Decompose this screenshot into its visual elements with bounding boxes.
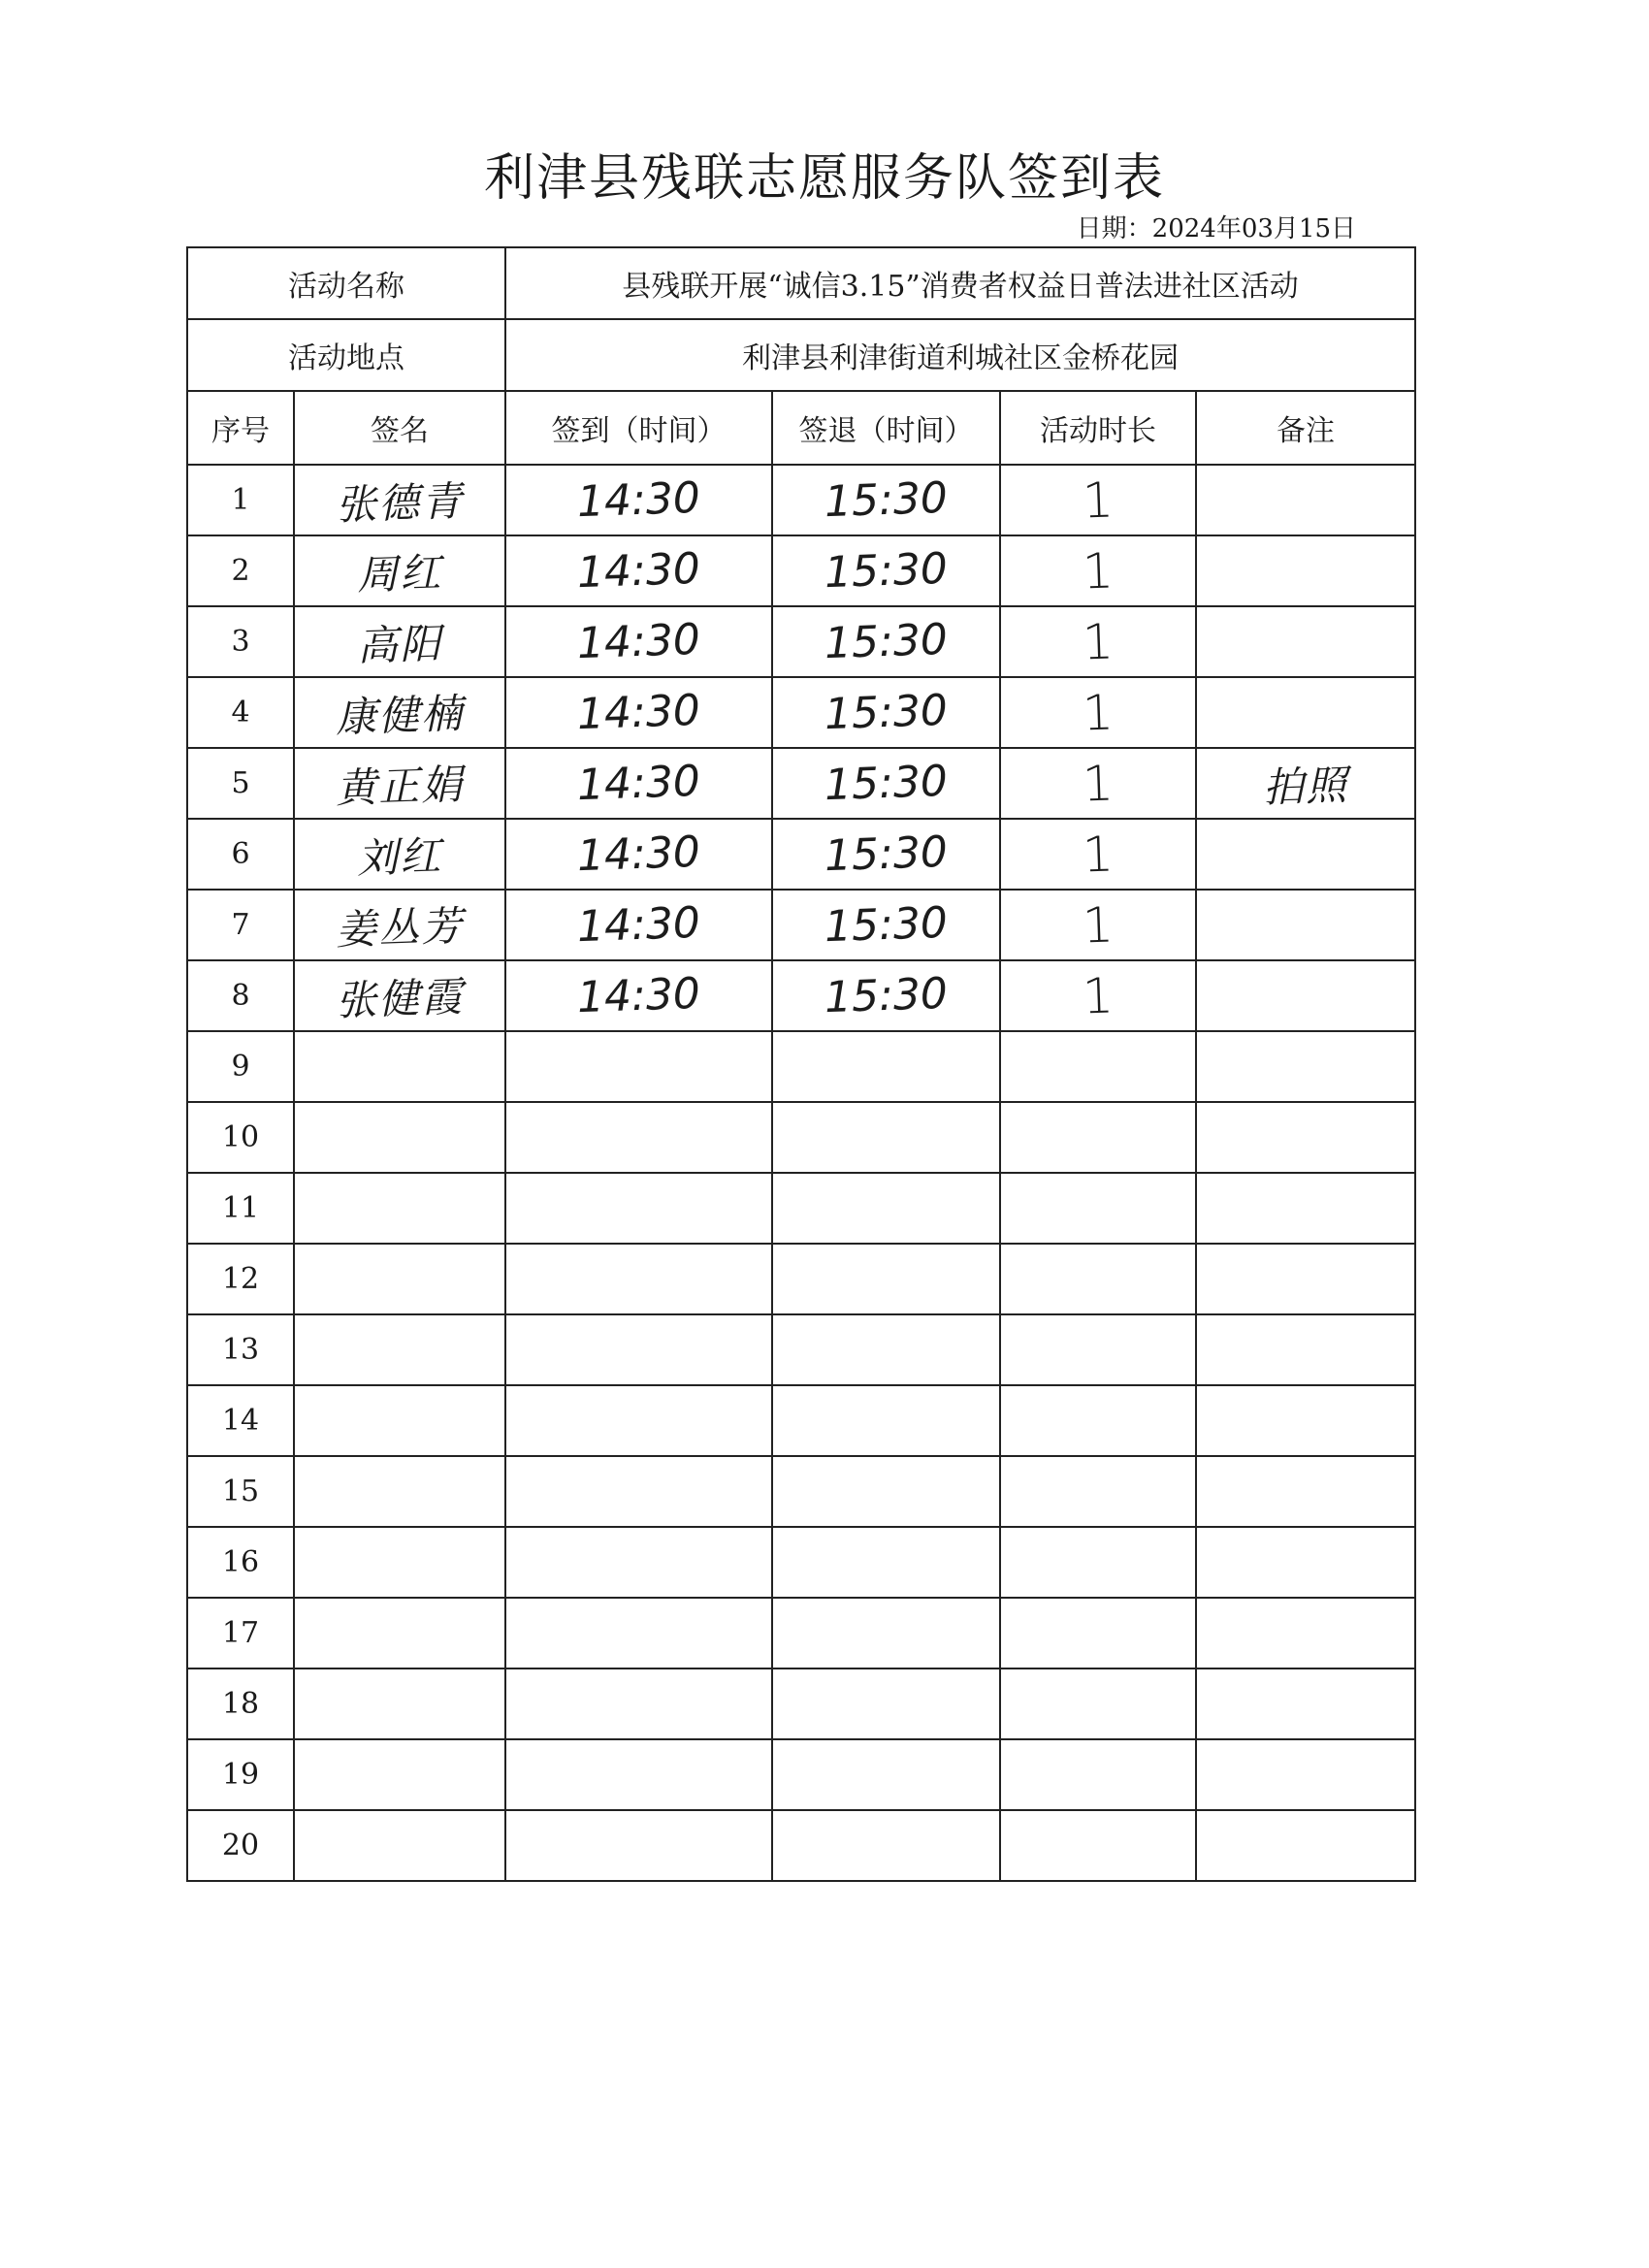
row-checkout-time-cell [772, 1102, 1000, 1173]
row-duration-cell [1000, 1456, 1196, 1527]
row-duration-cell [1000, 1102, 1196, 1173]
table-row [187, 1244, 1415, 1314]
row-duration: 1 [1082, 895, 1115, 955]
row-checkout-time: 15:30 [824, 543, 949, 599]
header-signature: 签名 [294, 391, 505, 465]
row-checkin-time-cell [505, 1669, 772, 1739]
row-checkout-time-cell [772, 890, 1000, 960]
header-note: 备注 [1196, 391, 1415, 465]
row-note-cell [1196, 1527, 1415, 1598]
row-checkin-time-cell [505, 890, 772, 960]
row-checkin-time: 14:30 [576, 826, 701, 882]
row-duration-cell [1000, 1527, 1196, 1598]
activity-location-row [187, 319, 1415, 391]
row-checkout-time-cell [772, 1739, 1000, 1810]
row-checkout-time-cell [772, 1527, 1000, 1598]
row-checkin-time-cell [505, 819, 772, 890]
row-checkout-time: 15:30 [824, 472, 949, 528]
row-note-cell [1196, 819, 1415, 890]
row-checkin-time: 14:30 [576, 472, 701, 528]
row-note-cell [1196, 748, 1415, 819]
row-seq-cell: 5 [187, 748, 294, 819]
row-checkout-time: 15:30 [824, 897, 949, 953]
row-checkin-time-cell [505, 465, 772, 535]
row-duration-cell [1000, 535, 1196, 606]
row-signature-cell [294, 1598, 505, 1669]
row-duration-cell [1000, 1810, 1196, 1881]
row-checkin-time-cell [505, 1031, 772, 1102]
row-seq-cell: 8 [187, 960, 294, 1031]
table-row [187, 1739, 1415, 1810]
row-duration-cell [1000, 1314, 1196, 1385]
row-checkout-time-cell [772, 1244, 1000, 1314]
row-signature: 高阳 [356, 618, 443, 670]
row-checkout-time-cell [772, 1598, 1000, 1669]
row-seq-cell: 17 [187, 1598, 294, 1669]
row-checkin-time-cell [505, 1527, 772, 1598]
row-signature-cell [294, 535, 505, 606]
header-seq: 序号 [187, 391, 294, 465]
row-duration-cell [1000, 748, 1196, 819]
row-signature-cell [294, 1527, 505, 1598]
table-row [187, 890, 1415, 960]
table-row [187, 1810, 1415, 1881]
table-header-row [187, 391, 1415, 465]
table-row [187, 1598, 1415, 1669]
row-duration: 1 [1082, 612, 1115, 671]
row-note-cell [1196, 1031, 1415, 1102]
row-checkout-time-cell [772, 748, 1000, 819]
header-checkout: 签退（时间） [772, 391, 1000, 465]
table-row [187, 465, 1415, 535]
row-signature-cell [294, 819, 505, 890]
row-checkout-time-cell [772, 606, 1000, 677]
row-signature-cell [294, 1810, 505, 1881]
row-signature-cell [294, 465, 505, 535]
row-checkout-time: 15:30 [824, 826, 949, 882]
row-duration-cell [1000, 1669, 1196, 1739]
row-duration-cell [1000, 890, 1196, 960]
row-seq-cell: 18 [187, 1669, 294, 1739]
header-duration: 活动时长 [1000, 391, 1196, 465]
row-seq-cell: 16 [187, 1527, 294, 1598]
row-note-cell [1196, 1739, 1415, 1810]
row-signature-cell [294, 1385, 505, 1456]
row-seq-cell: 2 [187, 535, 294, 606]
row-checkin-time-cell [505, 535, 772, 606]
row-seq-cell: 7 [187, 890, 294, 960]
row-duration-cell [1000, 1598, 1196, 1669]
row-checkin-time-cell [505, 1385, 772, 1456]
row-note-cell [1196, 1456, 1415, 1527]
row-signature: 刘红 [356, 830, 443, 883]
table-row [187, 819, 1415, 890]
row-duration: 1 [1082, 470, 1115, 530]
row-signature-cell [294, 1669, 505, 1739]
row-seq-cell: 19 [187, 1739, 294, 1810]
row-checkin-time-cell [505, 1810, 772, 1881]
page-title: 利津县残联志愿服务队签到表 [483, 149, 1165, 208]
row-signature: 姜丛芳 [335, 901, 465, 954]
row-checkin-time: 14:30 [576, 543, 701, 599]
row-note-cell [1196, 606, 1415, 677]
row-note-cell [1196, 535, 1415, 606]
row-checkout-time-cell [772, 1031, 1000, 1102]
row-note-cell [1196, 1598, 1415, 1669]
row-duration-cell [1000, 677, 1196, 748]
row-checkin-time: 14:30 [576, 614, 701, 669]
table-row [187, 1102, 1415, 1173]
row-note-cell [1196, 960, 1415, 1031]
row-signature-cell [294, 748, 505, 819]
table-row [187, 960, 1415, 1031]
row-duration: 1 [1082, 825, 1115, 884]
row-checkout-time-cell [772, 677, 1000, 748]
row-signature-cell [294, 1244, 505, 1314]
row-duration: 1 [1082, 966, 1115, 1025]
row-duration: 1 [1082, 541, 1115, 600]
table-row [187, 535, 1415, 606]
row-checkout-time: 15:30 [824, 614, 949, 669]
row-duration: 1 [1082, 683, 1115, 742]
row-checkout-time-cell [772, 1173, 1000, 1244]
row-seq-cell: 1 [187, 465, 294, 535]
row-checkin-time-cell [505, 1102, 772, 1173]
row-note-cell [1196, 1314, 1415, 1385]
table-row [187, 677, 1415, 748]
row-checkout-time-cell [772, 1669, 1000, 1739]
activity-location-label: 活动地点 [187, 319, 505, 391]
row-signature-cell [294, 1739, 505, 1810]
row-checkin-time-cell [505, 1739, 772, 1810]
activity-name-label: 活动名称 [187, 247, 505, 319]
row-checkin-time-cell [505, 960, 772, 1031]
row-checkin-time-cell [505, 677, 772, 748]
row-signature-cell [294, 1102, 505, 1173]
row-checkout-time-cell [772, 1810, 1000, 1881]
row-checkout-time-cell [772, 535, 1000, 606]
row-seq-cell: 10 [187, 1102, 294, 1173]
row-seq-cell: 13 [187, 1314, 294, 1385]
table-row [187, 1173, 1415, 1244]
row-note-cell [1196, 465, 1415, 535]
row-checkout-time-cell [772, 1385, 1000, 1456]
row-signature-cell [294, 1173, 505, 1244]
table-row [187, 1669, 1415, 1739]
activity-name-value: 县残联开展“诚信3.15”消费者权益日普法进社区活动 [505, 247, 1415, 319]
table-row [187, 1385, 1415, 1456]
row-checkout-time: 15:30 [824, 756, 949, 811]
row-checkin-time-cell [505, 606, 772, 677]
date-line: 日期：2024年03月15日 [1076, 214, 1356, 243]
row-seq-cell: 12 [187, 1244, 294, 1314]
row-seq-cell: 11 [187, 1173, 294, 1244]
row-note-cell [1196, 1669, 1415, 1739]
row-checkin-time: 14:30 [576, 756, 701, 811]
row-note-cell [1196, 1244, 1415, 1314]
row-signature: 张德青 [335, 476, 465, 529]
row-duration-cell [1000, 1244, 1196, 1314]
activity-name-row [187, 247, 1415, 319]
row-checkin-time-cell [505, 1598, 772, 1669]
row-signature: 周红 [356, 547, 443, 599]
row-note-cell [1196, 890, 1415, 960]
row-checkout-time-cell [772, 465, 1000, 535]
row-duration-cell [1000, 465, 1196, 535]
row-signature: 黄正娟 [335, 760, 465, 812]
row-checkin-time-cell [505, 1173, 772, 1244]
row-checkin-time-cell [505, 1314, 772, 1385]
row-checkout-time-cell [772, 819, 1000, 890]
row-checkin-time-cell [505, 1244, 772, 1314]
row-note-cell [1196, 677, 1415, 748]
table-row [187, 1456, 1415, 1527]
row-checkout-time: 15:30 [824, 968, 949, 1023]
row-seq-cell: 15 [187, 1456, 294, 1527]
table-row [187, 748, 1415, 819]
row-checkout-time-cell [772, 960, 1000, 1031]
row-checkin-time: 14:30 [576, 968, 701, 1023]
row-checkout-time-cell [772, 1456, 1000, 1527]
row-checkin-time-cell [505, 748, 772, 819]
row-note-cell [1196, 1810, 1415, 1881]
row-duration-cell [1000, 1385, 1196, 1456]
row-note-cell [1196, 1102, 1415, 1173]
row-duration-cell [1000, 1173, 1196, 1244]
row-checkout-time: 15:30 [824, 685, 949, 740]
row-checkout-time-cell [772, 1314, 1000, 1385]
row-note: 拍照 [1262, 760, 1349, 812]
row-duration-cell [1000, 1739, 1196, 1810]
row-checkin-time: 14:30 [576, 685, 701, 740]
header-checkin: 签到（时间） [505, 391, 772, 465]
row-signature: 康健楠 [335, 689, 465, 741]
row-note-cell [1196, 1385, 1415, 1456]
row-seq-cell: 9 [187, 1031, 294, 1102]
row-signature-cell [294, 1031, 505, 1102]
row-seq-cell: 3 [187, 606, 294, 677]
row-seq-cell: 6 [187, 819, 294, 890]
signin-table [186, 246, 1416, 1882]
row-signature-cell [294, 1314, 505, 1385]
activity-location-value: 利津县利津街道利城社区金桥花园 [505, 319, 1415, 391]
row-checkin-time: 14:30 [576, 897, 701, 953]
table-row [187, 606, 1415, 677]
row-checkin-time-cell [505, 1456, 772, 1527]
table-row [187, 1314, 1415, 1385]
table-row [187, 1031, 1415, 1102]
row-duration-cell [1000, 606, 1196, 677]
row-duration-cell [1000, 819, 1196, 890]
row-seq-cell: 14 [187, 1385, 294, 1456]
row-signature-cell [294, 890, 505, 960]
row-signature-cell [294, 677, 505, 748]
row-duration: 1 [1082, 754, 1115, 813]
row-signature-cell [294, 606, 505, 677]
row-signature: 张健霞 [335, 972, 465, 1024]
row-note-cell [1196, 1173, 1415, 1244]
row-seq-cell: 4 [187, 677, 294, 748]
row-signature-cell [294, 1456, 505, 1527]
row-seq-cell: 20 [187, 1810, 294, 1881]
row-duration-cell [1000, 960, 1196, 1031]
table-row [187, 1527, 1415, 1598]
row-signature-cell [294, 960, 505, 1031]
row-duration-cell [1000, 1031, 1196, 1102]
